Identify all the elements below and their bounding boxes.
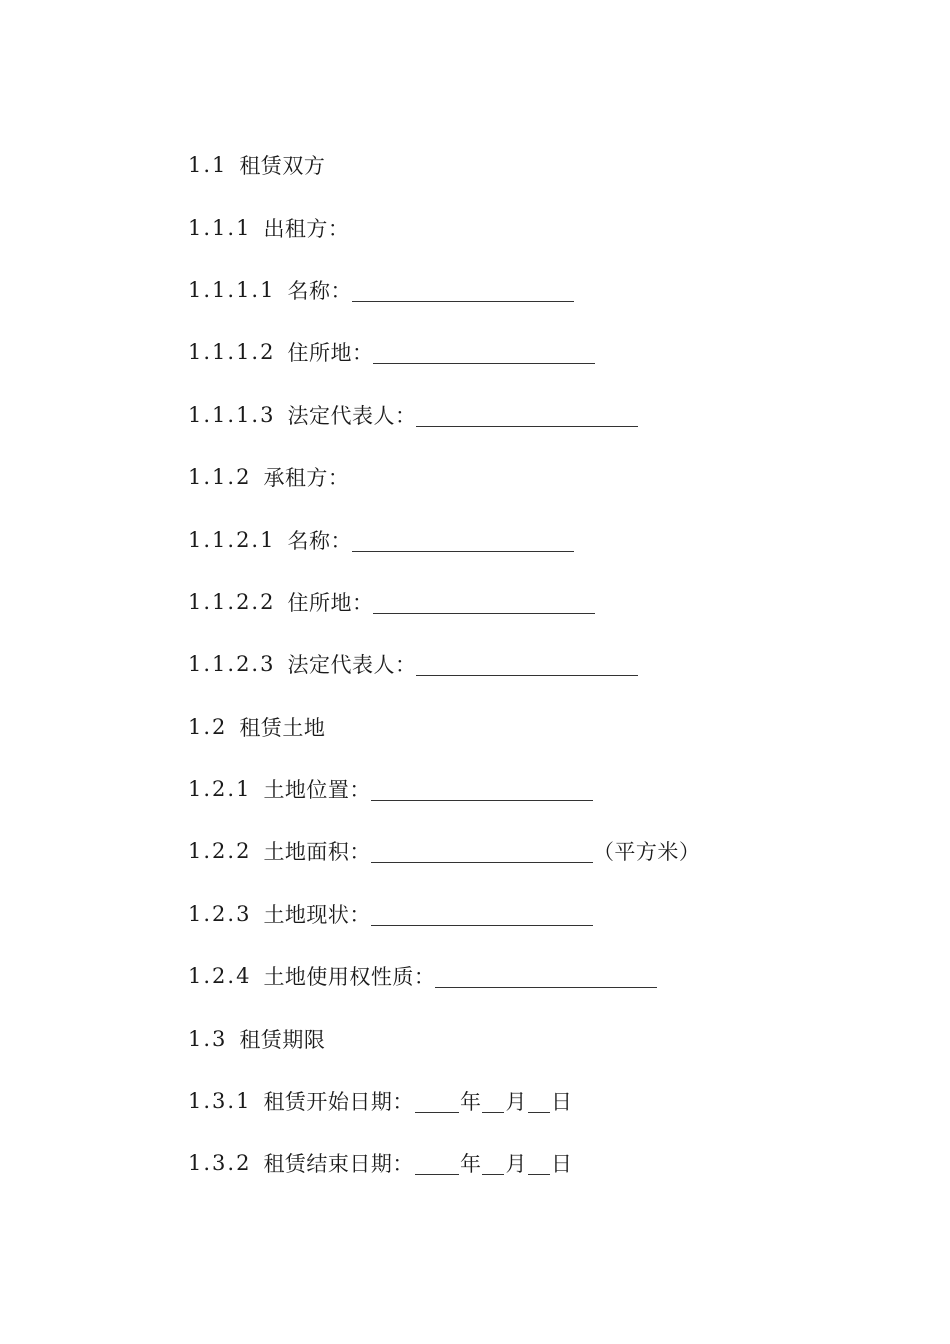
clause-text: 土地位置： (263, 778, 371, 803)
clause-number: 1.1.1 (188, 215, 252, 240)
clause-1-1-2-1 (188, 508, 888, 570)
lessor-address-blank[interactable] (373, 362, 595, 364)
clause-1-3-2 (188, 1132, 888, 1194)
clause-1-1-1 (188, 196, 888, 258)
clause-number: 1.1.1.1 (188, 277, 276, 302)
clause-number: 1.2.3 (188, 901, 252, 926)
land-use-right-blank[interactable] (435, 986, 657, 988)
clause-1-1-1-2 (188, 321, 888, 383)
clause-number: 1.2 (188, 714, 228, 739)
lessee-representative-blank[interactable] (416, 674, 638, 676)
lessor-name-blank[interactable] (352, 300, 574, 302)
clause-text: 法定代表人： (287, 653, 417, 678)
clause-1-1-2 (188, 446, 888, 508)
clause-text: 土地面积： (263, 840, 371, 865)
clause-text: 租赁土地 (239, 715, 326, 740)
clause-1-3-1 (188, 1070, 888, 1132)
start-year-blank[interactable] (415, 1111, 459, 1113)
lease-clause-list (188, 134, 888, 1195)
clause-number: 1.1.1.2 (188, 340, 276, 365)
clause-1-2-1 (188, 758, 888, 820)
lessee-name-blank[interactable] (352, 550, 574, 552)
start-day-blank[interactable] (528, 1111, 550, 1113)
end-month-blank[interactable] (482, 1173, 504, 1175)
end-day-blank[interactable] (528, 1173, 550, 1175)
clause-number: 1.2.1 (188, 777, 252, 802)
clause-number: 1.1 (188, 153, 228, 178)
clause-text: 租赁双方 (239, 154, 326, 179)
month-label: 月 (505, 1090, 527, 1115)
clause-text: 法定代表人： (287, 403, 417, 428)
clause-1-2-4 (188, 945, 888, 1007)
lessor-representative-blank[interactable] (416, 425, 638, 427)
day-label: 日 (550, 1152, 573, 1177)
day-label: 日 (550, 1090, 573, 1115)
clause-number: 1.2.4 (188, 964, 252, 989)
clause-number: 1.1.2.3 (188, 652, 276, 677)
clause-text: 土地现状： (263, 902, 371, 927)
clause-text: 住所地： (287, 341, 374, 366)
clause-text: 承租方： (263, 466, 350, 491)
clause-1-1-1-3 (188, 384, 888, 446)
clause-1-2-3 (188, 883, 888, 945)
clause-text: 租赁开始日期： (263, 1090, 414, 1115)
clause-1-2 (188, 696, 888, 758)
clause-1-3 (188, 1007, 888, 1069)
month-label: 月 (505, 1152, 527, 1177)
lessee-address-blank[interactable] (373, 612, 595, 614)
clause-number: 1.1.2.1 (188, 527, 276, 552)
year-label: 年 (459, 1090, 482, 1115)
clause-text: 土地使用权性质： (263, 965, 436, 990)
clause-number: 1.1.2 (188, 465, 252, 490)
clause-text: 租赁结束日期： (263, 1152, 414, 1177)
unit-label: （平方米） (592, 840, 701, 865)
land-status-blank[interactable] (371, 924, 593, 926)
clause-number: 1.3 (188, 1026, 228, 1051)
clause-text: 出租方： (263, 216, 350, 241)
start-month-blank[interactable] (482, 1111, 504, 1113)
clause-number: 1.3.1 (188, 1089, 252, 1114)
clause-1-1 (188, 134, 888, 196)
land-location-blank[interactable] (371, 799, 593, 801)
clause-text: 名称： (287, 528, 352, 553)
clause-number: 1.2.2 (188, 839, 252, 864)
clause-text: 住所地： (287, 590, 374, 615)
clause-number: 1.1.1.3 (188, 402, 276, 427)
end-year-blank[interactable] (415, 1173, 459, 1175)
clause-text: 租赁期限 (239, 1027, 326, 1052)
clause-number: 1.1.2.2 (188, 589, 276, 614)
clause-1-1-1-1 (188, 259, 888, 321)
land-area-blank[interactable] (371, 861, 593, 863)
year-label: 年 (459, 1152, 482, 1177)
clause-text: 名称： (287, 278, 352, 303)
clause-1-2-2 (188, 820, 888, 882)
clause-1-1-2-3 (188, 633, 888, 695)
clause-1-1-2-2 (188, 571, 888, 633)
clause-number: 1.3.2 (188, 1151, 252, 1176)
